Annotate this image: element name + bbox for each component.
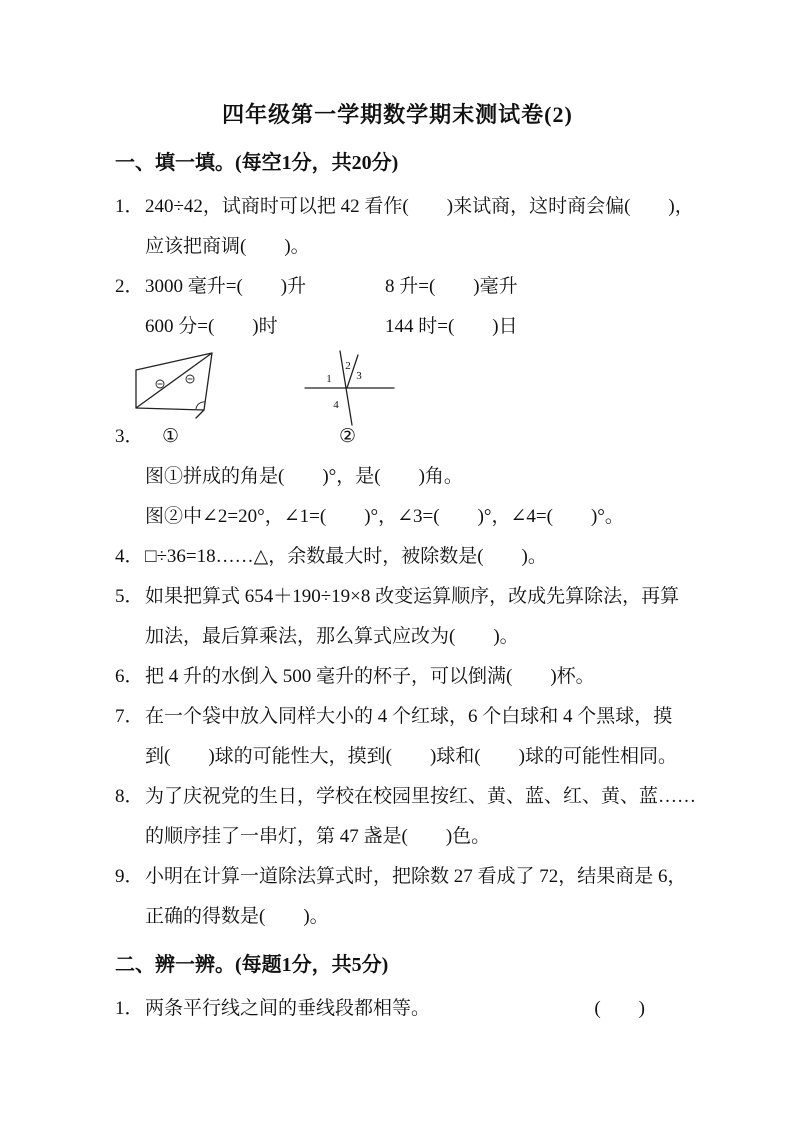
question-1-line1-row (115, 187, 694, 227)
question-8-text: 为了庆祝党的生日，学校在校园里按红、黄、蓝、红、黄、蓝…… (145, 786, 697, 807)
question-8 (115, 777, 697, 857)
question-5-number: 5． (115, 586, 144, 607)
question-6-row (115, 657, 680, 697)
figure-2-label: ② (339, 426, 357, 447)
angle-label-4: 4 (333, 399, 339, 411)
section1-heading: 一、填一填。(每空1分，共20分) (115, 152, 399, 174)
question-7-row1 (115, 697, 680, 737)
page-title: 四年级第一学期数学期末测试卷(2) (222, 102, 573, 127)
section2-question-1-text: 两条平行线之间的垂线段都相等。 (145, 998, 431, 1019)
question-2-blank-min-to-h: 600 分=( )时 (145, 316, 278, 337)
angle-label-1: 1 (326, 373, 332, 385)
question-7 (115, 697, 680, 777)
question-2-number: 2． (115, 276, 144, 297)
question-7-number: 7． (115, 706, 144, 727)
question-3-text-line1: 图①拼成的角是( )°，是( )角。 (145, 466, 463, 487)
question-2-blank-l-to-ml: 8 升=( )毫升 (385, 276, 518, 297)
figure-1-label: ① (162, 426, 180, 447)
question-5-text-cont: 加法，最后算乘法，那么算式应改为( )。 (145, 626, 519, 647)
question-9-text: 小明在计算一道除法算式时，把除数 27 看成了 72，结果商是 6， (145, 866, 687, 887)
question-9-number: 9． (115, 866, 144, 887)
question-1-number: 1． (115, 196, 144, 217)
angle-label-2: 2 (345, 360, 351, 372)
question-5-text: 如果把算式 654＋190÷19×8 改变运算顺序，改成先算除法，再算 (145, 586, 680, 607)
question-5 (115, 577, 680, 657)
question-6-text: 把 4 升的水倒入 500 毫升的杯子，可以倒满( )杯。 (145, 666, 595, 687)
question-2-blank-ml-to-l: 3000 毫升=( )升 (145, 276, 307, 297)
angle-label-3: 3 (356, 370, 362, 382)
question-2 (115, 267, 680, 347)
question-3-figure-labels (115, 417, 680, 457)
section2-question-1-answer-blank: ( ) (594, 998, 645, 1019)
question-1-text: 240÷42，试商时可以把 42 看作( )来试商，这时商会偏( )， (145, 196, 694, 217)
question-4-row (115, 537, 680, 577)
question-9-text-cont: 正确的得数是( )。 (145, 906, 329, 927)
question-3 (115, 417, 680, 537)
question-3-figures (115, 347, 680, 417)
question-1-text-cont: 应该把商调( )。 (145, 236, 310, 257)
question-3-text-line2: 图②中∠2=20°，∠1=( )°，∠3=( )°，∠4=( )°。 (145, 506, 624, 527)
question-2-row1 (115, 267, 680, 307)
question-7-text-cont: 到( )球的可能性大，摸到( )球和( )球的可能性相同。 (145, 746, 677, 767)
section2-question-1-row (115, 989, 680, 1029)
question-9 (115, 857, 687, 937)
question-4 (115, 537, 680, 577)
question-6-number: 6． (115, 666, 144, 687)
question-8-text-cont: 的顺序挂了一串灯，第 47 盏是( )色。 (145, 826, 491, 847)
question-4-number: 4． (115, 546, 144, 567)
section2-heading: 二、辨一辨。(每题1分，共5分) (115, 954, 389, 976)
question-5-row1 (115, 577, 680, 617)
question-2-row2 (115, 307, 680, 347)
question-6 (115, 657, 680, 697)
section2-question-1 (115, 989, 680, 1029)
question-2-blank-h-to-d: 144 时=( )日 (385, 316, 518, 337)
question-9-row1 (115, 857, 687, 897)
question-8-row1 (115, 777, 697, 817)
question-8-number: 8． (115, 786, 144, 807)
section2-question-1-number: 1． (115, 998, 144, 1019)
question-7-text: 在一个袋中放入同样大小的 4 个红球，6 个白球和 4 个黑球，摸 (145, 706, 673, 727)
question-4-text: □÷36=18……△，余数最大时，被除数是( )。 (145, 546, 547, 567)
question-3-number: 3． (115, 426, 144, 447)
question-1 (115, 187, 694, 267)
